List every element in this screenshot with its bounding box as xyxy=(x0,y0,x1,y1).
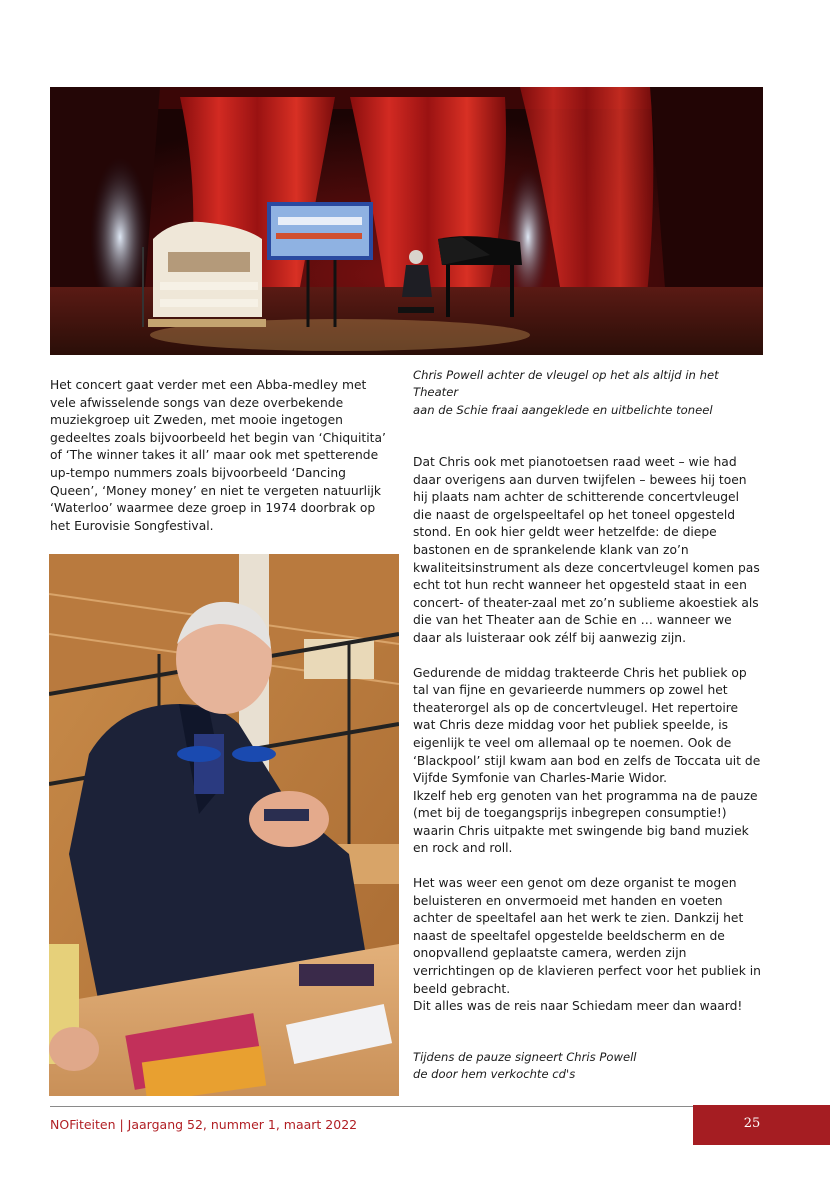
page-number: 25 xyxy=(743,1116,761,1131)
signing-photo xyxy=(49,554,399,1096)
paragraph-abba-medley: Het concert gaat verder met een Abba-medley met vele afwisselende songs van deze overbekende muziekgroep uit Zweden, met mooie ingetogen gedeeltes zoals bijvoorbeeld het begin van ‘Chiquitita’ of ‘The winner takes it all’ maar ook met spetterende up-tempo nummers zoals bijvoorbeeld ‘Dancing Queen’, ‘Money money’ en niet te vergeten natuurlijk ‘Waterloo’ waarmee deze groep in 1974 doorbrak op het Eurovisie Songfestival. xyxy=(50,378,386,533)
left-column xyxy=(50,377,395,552)
paragraph-conclusion: Het was weer een genot om deze organist te mogen beluisteren en onvermoeid met handen en voeten achter de speeltafel aan het werk te zien. Dankzij het naast de speeltafel opgestelde beeldscherm en de onopvallend geplaatste camera, werden zijn verrichtingen op de klavieren perfect voor het publiek in beeld gebracht. Dit alles was de reis naar Schiedam meer dan waard! xyxy=(413,876,761,1014)
footer-publication: NOFiteiten | Jaargang 52, nummer 1, maart 2022 xyxy=(50,1117,358,1132)
page-number-box xyxy=(693,1105,830,1145)
footer-divider xyxy=(50,1106,693,1107)
stage-photo-caption: Chris Powell achter de vleugel op het als altijd in het Theater aan de Schie fraai aangeklede en uitbelichte toneel xyxy=(413,368,719,417)
paragraph-repertoire: Gedurende de middag trakteerde Chris het publiek op tal van fijne en gevarieerde nummers op zowel het theaterorgel als op de concertvleugel. Het repertoire wat Chris deze middag voor het publiek speelde, is eigenlijk te veel om allemaal op te noemen. Ook de ‘Blackpool’ stijl kwam aan bod en zelfs de Toccata uit de Vijfde Symfonie van Charles-Marie Widor. Ikzelf heb erg genoten van het programma na de pauze (met bij de toegangsprijs inbegrepen consumptie!) waarin Chris uitpakte met swingende big band muziek en rock and roll. xyxy=(413,665,761,856)
stage-photo xyxy=(50,87,763,355)
right-column xyxy=(413,454,761,1033)
paragraph-piano: Dat Chris ook met pianotoetsen raad weet – wie had daar overigens aan durven twijfelen – bewees hij toen hij plaats nam achter de schitterende concertvleugel die naast de orgelspeeltafel op het toneel opgesteld stond. En ook hier geldt weer hetzelfde: de diepe bastonen en de sprankelende klank van zo’n kwaliteitsinstrument als deze concertvleugel komen pas echt tot hun recht wanneer het opgesteld staat in een concert- of theater-zaal met zo’n sublieme akoestiek als die van het Theater aan de Schie en … wanneer we daar als luisteraar ook zélf bij aanwezig zijn. xyxy=(413,455,760,645)
signing-photo-caption: Tijdens de pauze signeert Chris Powell de door hem verkochte cd's xyxy=(413,1050,637,1082)
